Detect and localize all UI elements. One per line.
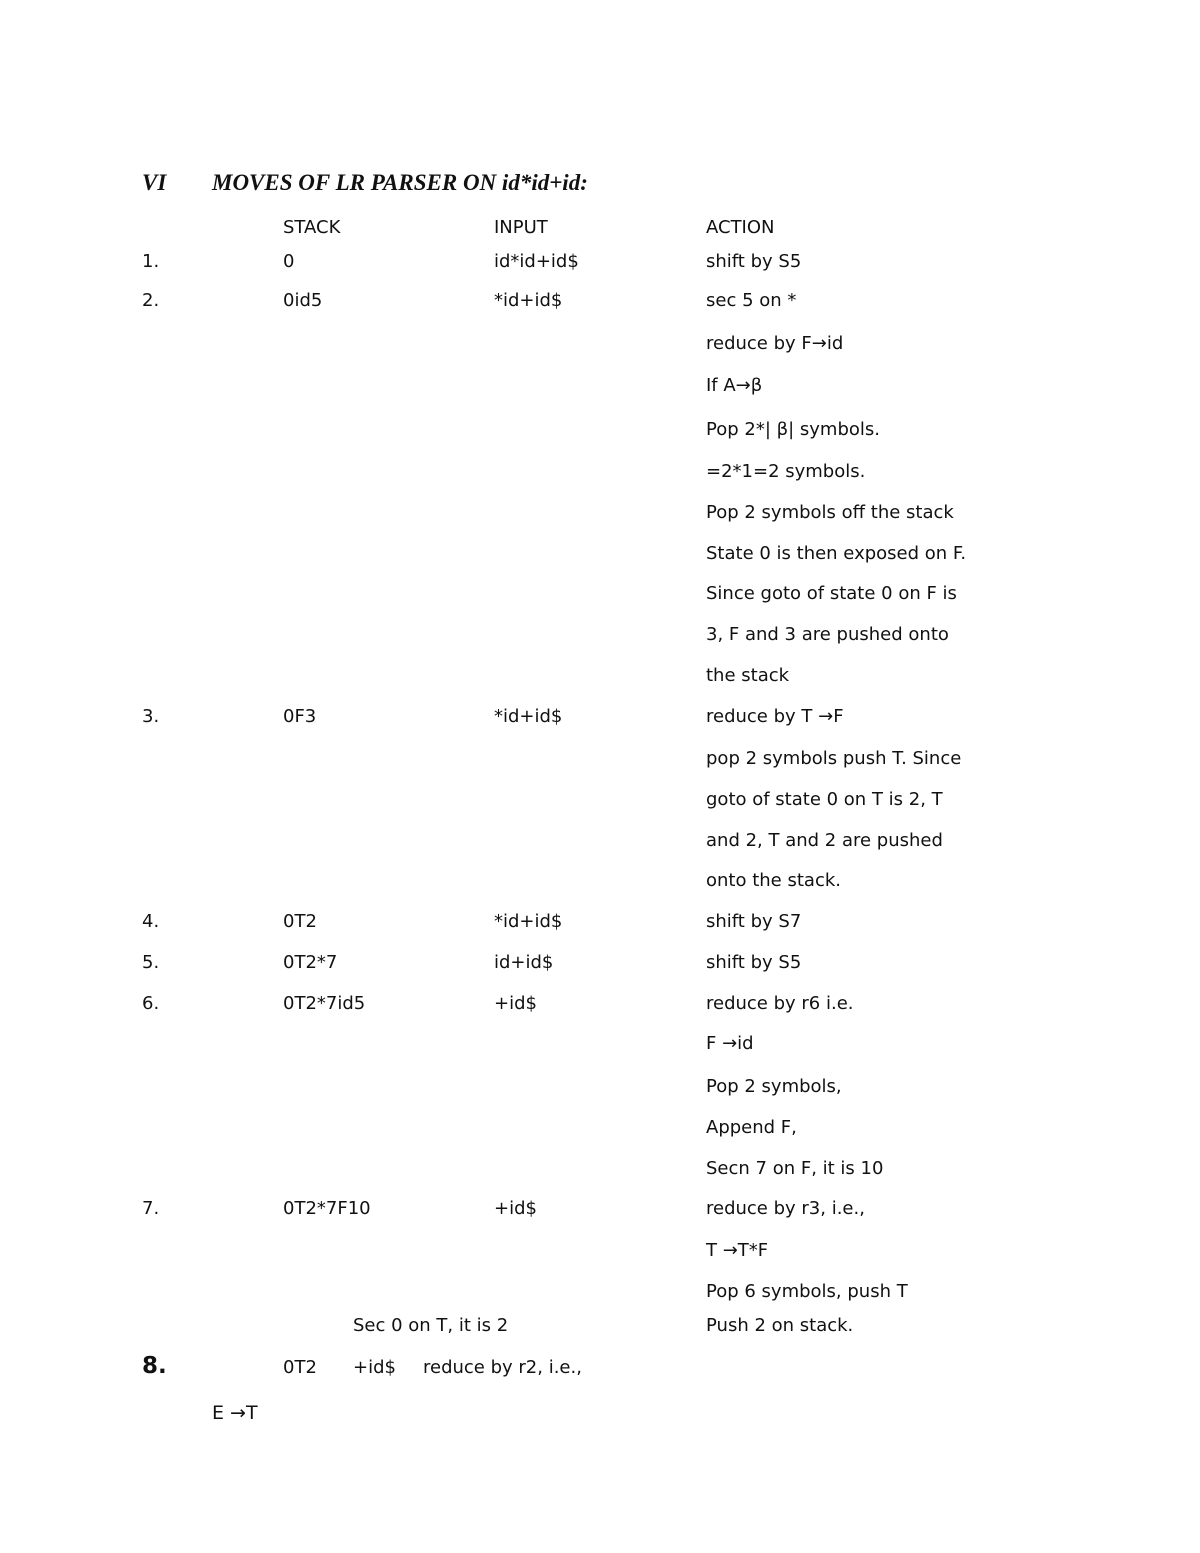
input-cell: id*id+id$ xyxy=(494,251,579,272)
column-header-action: ACTION xyxy=(706,217,775,238)
action-line: Pop 2*| β| symbols. xyxy=(706,419,880,440)
section-number: VI xyxy=(142,170,167,195)
goto-note: Sec 0 on T, it is 2 xyxy=(353,1315,509,1336)
action-line: Pop 2 symbols, xyxy=(706,1076,842,1097)
stack-cell: 0T2 xyxy=(283,911,317,932)
input-cell: id+id$ xyxy=(494,952,554,973)
stack-cell: 0 xyxy=(283,251,295,272)
section-title: MOVES OF LR PARSER ON id*id+id: xyxy=(212,170,588,195)
stack-cell: 0id5 xyxy=(283,290,323,311)
action-line: reduce by T →F xyxy=(706,706,844,727)
action-line: reduce by r6 i.e. xyxy=(706,993,854,1014)
action-line: and 2, T and 2 are pushed xyxy=(706,830,943,851)
row-number: 7. xyxy=(142,1198,160,1219)
action-line: =2*1=2 symbols. xyxy=(706,461,866,482)
action-line: Append F, xyxy=(706,1117,797,1138)
stack-cell: 0T2*7id5 xyxy=(283,993,366,1014)
action-line: Pop 6 symbols, push T xyxy=(706,1281,908,1302)
stack-cell: 0T2*7F10 xyxy=(283,1198,371,1219)
action-line: If A→β xyxy=(706,375,763,396)
action-line: shift by S5 xyxy=(706,952,802,973)
row-number: 6. xyxy=(142,993,160,1014)
input-cell: *id+id$ xyxy=(494,706,563,727)
action-line: reduce by r2, i.e., xyxy=(423,1357,582,1378)
action-line: shift by S7 xyxy=(706,911,802,932)
input-cell: *id+id$ xyxy=(494,290,563,311)
row-number: 3. xyxy=(142,706,160,727)
action-line: Pop 2 symbols off the stack xyxy=(706,502,954,523)
input-cell: +id$ xyxy=(494,993,537,1014)
row-number: 4. xyxy=(142,911,160,932)
stack-cell: 0F3 xyxy=(283,706,317,727)
action-line: the stack xyxy=(706,665,790,686)
input-cell: +id$ xyxy=(494,1198,537,1219)
row-number: 2. xyxy=(142,290,160,311)
stack-cell: 0T2*7 xyxy=(283,952,338,973)
input-cell: *id+id$ xyxy=(494,911,563,932)
action-line: reduce by r3, i.e., xyxy=(706,1198,865,1219)
action-line: Push 2 on stack. xyxy=(706,1315,854,1336)
production-line: E →T xyxy=(212,1402,258,1424)
action-line: goto of state 0 on T is 2, T xyxy=(706,789,943,810)
action-line: T →T*F xyxy=(706,1240,769,1261)
action-line: Since goto of state 0 on F is xyxy=(706,583,957,604)
action-line: Secn 7 on F, it is 10 xyxy=(706,1158,884,1179)
action-line: State 0 is then exposed on F. xyxy=(706,543,967,564)
action-line: onto the stack. xyxy=(706,870,841,891)
action-line: reduce by F→id xyxy=(706,333,844,354)
row-number: 1. xyxy=(142,251,160,272)
column-header-input: INPUT xyxy=(494,217,548,238)
row-number: 5. xyxy=(142,952,160,973)
action-line: 3, F and 3 are pushed onto xyxy=(706,624,949,645)
row-number: 8. xyxy=(142,1353,167,1379)
column-header-stack: STACK xyxy=(283,217,341,238)
action-line: F →id xyxy=(706,1033,754,1054)
input-cell: +id$ xyxy=(353,1357,396,1378)
action-line: sec 5 on * xyxy=(706,290,797,311)
action-line: shift by S5 xyxy=(706,251,802,272)
stack-cell: 0T2 xyxy=(283,1357,317,1378)
action-line: pop 2 symbols push T. Since xyxy=(706,748,962,769)
